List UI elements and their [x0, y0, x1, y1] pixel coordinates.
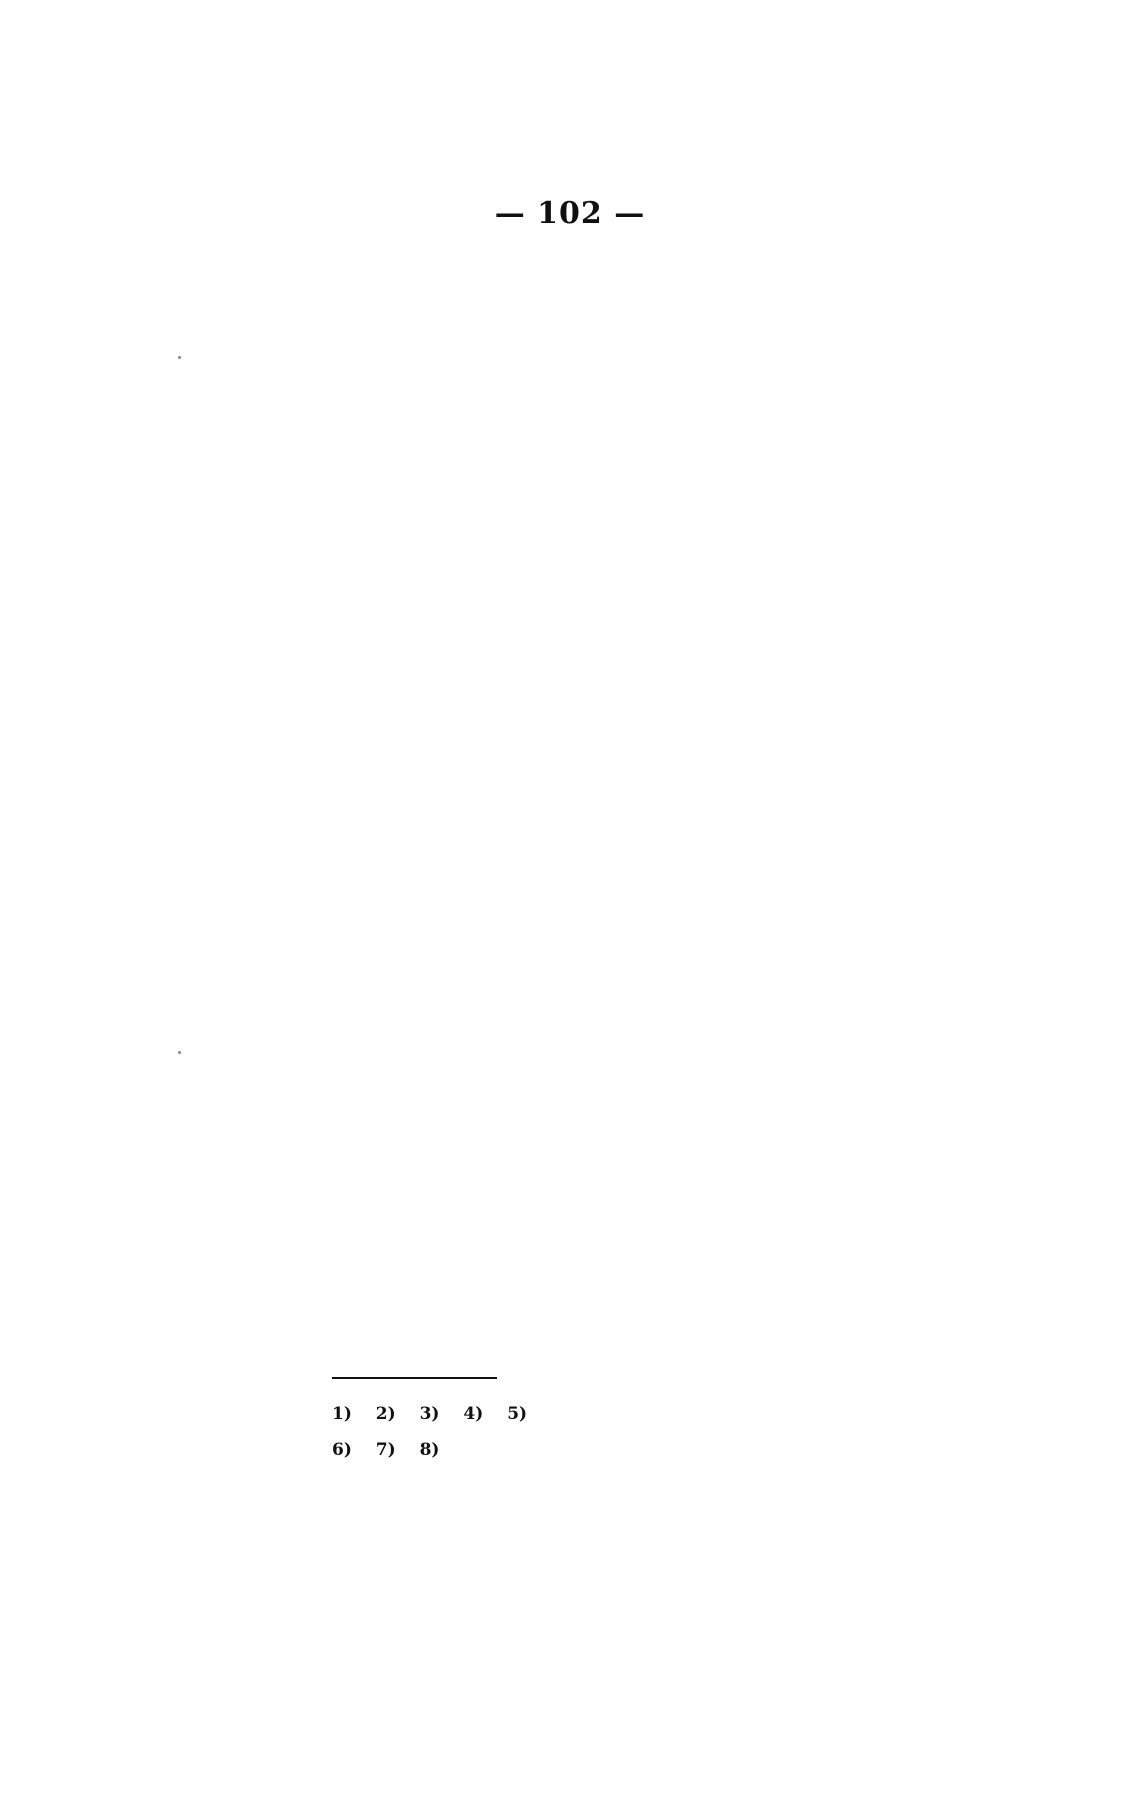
footnote-marker: 2) — [375, 1404, 396, 1424]
page-number: — 102 — — [494, 196, 646, 231]
footnotes — [332, 1396, 1052, 1468]
footnote-marker: 8) — [419, 1440, 440, 1460]
body-text-block — [330, 270, 1050, 1345]
paper-speck — [178, 356, 181, 359]
footnote-line — [332, 1396, 1052, 1432]
footnote-line — [332, 1432, 1052, 1468]
footnote-marker: 1) — [332, 1404, 352, 1424]
footnote-marker: 7) — [375, 1440, 396, 1460]
footnote-marker: 3) — [419, 1404, 440, 1424]
footnote-marker: 5) — [507, 1404, 528, 1424]
footnote-divider — [332, 1377, 497, 1379]
footnote-marker: 4) — [463, 1404, 484, 1424]
footnote-marker: 6) — [332, 1440, 352, 1460]
paper-speck — [178, 1051, 181, 1054]
